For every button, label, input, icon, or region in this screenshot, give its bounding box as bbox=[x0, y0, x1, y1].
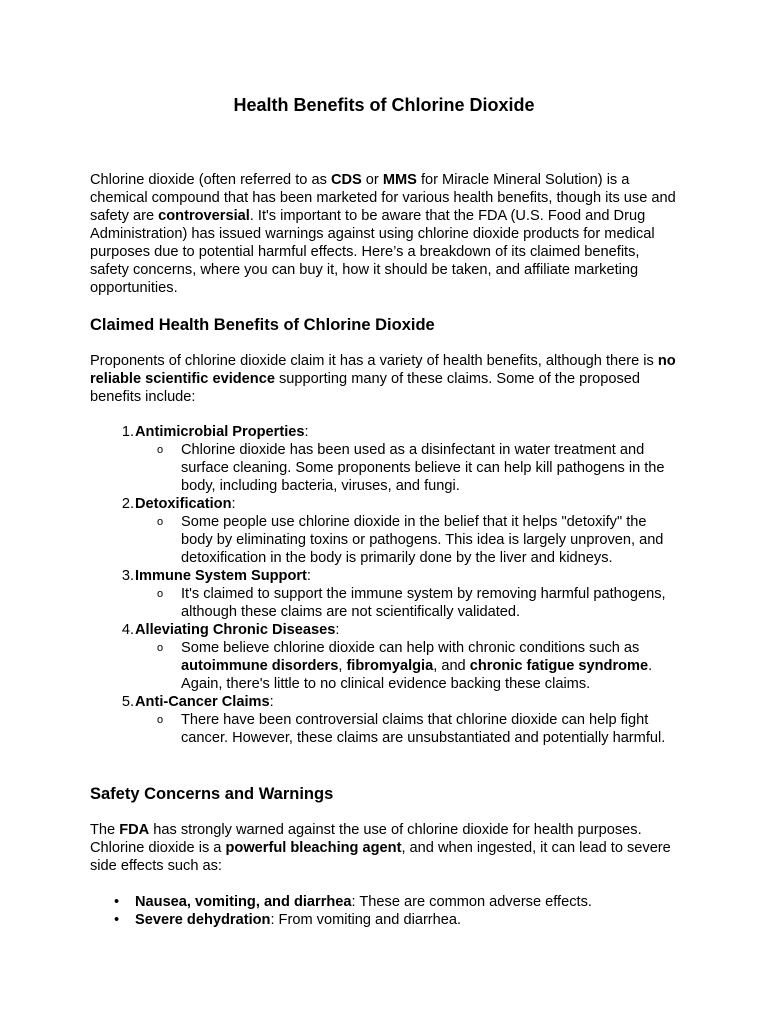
list-item: 1. Antimicrobial Properties: bbox=[121, 424, 309, 440]
circle-bullet-icon: o bbox=[157, 588, 164, 600]
list-item-label: Immune System Support bbox=[135, 568, 307, 584]
benefits-intro-paragraph: Proponents of chlorine dioxide claim it has a variety of health benefits, although there is no reliable scientific evidence supporting many of these claims. Some of the proposed benefits include: bbox=[90, 353, 676, 405]
circle-bullet-icon: o bbox=[157, 642, 164, 654]
sub-item: o Some people use chlorine dioxide in the belief that it helps "detoxify" the body by eliminating toxins or pathogens. This idea is largely unproven, and detoxification in the body is primarily done by the liver and kidneys. bbox=[157, 514, 664, 566]
section-heading-safety: Safety Concerns and Warnings bbox=[90, 785, 334, 803]
list-item-label: Alleviating Chronic Diseases bbox=[135, 622, 336, 638]
sub-item: o Chlorine dioxide has been used as a disinfectant in water treatment and surface cleaning. Some proponents believe it can help kill pathogens in the body, including bacteria, viruses, and fungi. bbox=[157, 442, 665, 494]
list-item: • Nausea, vomiting, and diarrhea: These are common adverse effects. bbox=[114, 894, 592, 910]
list-item: 2. Detoxification: bbox=[121, 496, 236, 512]
list-item: 4. Alleviating Chronic Diseases: bbox=[121, 622, 340, 638]
bullet-icon: • bbox=[114, 912, 120, 928]
list-item-label: Anti-Cancer Claims bbox=[135, 694, 270, 710]
safety-paragraph: The FDA has strongly warned against the use of chlorine dioxide for health purposes. Chlorine dioxide is a powerful bleaching agent, and when ingested, it can lead to severe side effects such as: bbox=[90, 822, 671, 874]
sub-item: o There have been controversial claims that chlorine dioxide can help fight cancer. However, these claims are unsubstantiated and potentially harmful. bbox=[157, 712, 666, 746]
circle-bullet-icon: o bbox=[157, 714, 164, 726]
sub-item: o Some believe chlorine dioxide can help with chronic conditions such as autoimmune disorders, fibromyalgia, and chronic fatigue syndrome. Again, there's little to no clinical evidence backing these claims. bbox=[157, 640, 653, 692]
sub-item: o It's claimed to support the immune system by removing harmful pathogens, although these claims are not scientifically validated. bbox=[157, 586, 666, 620]
side-effects-list bbox=[90, 893, 690, 929]
circle-bullet-icon: o bbox=[157, 516, 164, 528]
bullet-icon: • bbox=[114, 894, 120, 910]
circle-bullet-icon: o bbox=[157, 444, 164, 456]
list-item-label: Antimicrobial Properties bbox=[135, 424, 305, 440]
list-item: • Severe dehydration: From vomiting and diarrhea. bbox=[114, 912, 462, 928]
list-item-label: Detoxification bbox=[135, 496, 232, 512]
section-heading-benefits: Claimed Health Benefits of Chlorine Dioxide bbox=[90, 316, 435, 334]
intro-paragraph: Chlorine dioxide (often referred to as CDS or MMS for Miracle Mineral Solution) is a chemical compound that has been marketed for various health benefits, though its use and safety are controversial. It's important to be aware that the FDA (U.S. Food and Drug Administration) has issued warnings against using chlorine dioxide products for medical purposes due to potential harmful effects. Here’s a breakdown of its claimed benefits, safety concerns, where you can buy it, how it should be taken, and affiliate marketing opportunities. bbox=[90, 172, 676, 296]
document-title: Health Benefits of Chlorine Dioxide bbox=[233, 95, 535, 115]
list-item: 5. Anti-Cancer Claims: bbox=[121, 694, 274, 710]
benefits-list bbox=[90, 423, 690, 747]
list-item: 3. Immune System Support: bbox=[121, 568, 311, 584]
